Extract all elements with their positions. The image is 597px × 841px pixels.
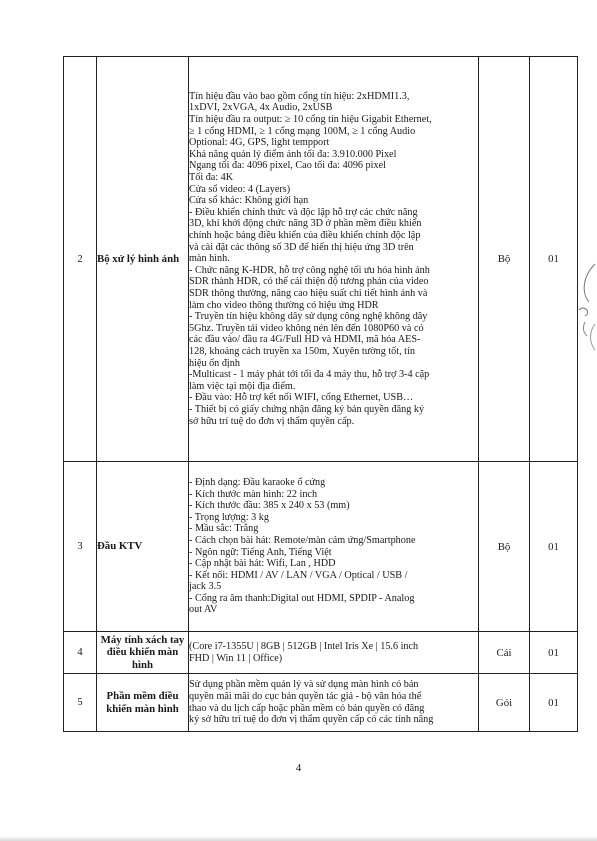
spec-line: - Trọng lượng: 3 kg	[189, 511, 269, 523]
spec-line: - Thiết bị có giấy chứng nhận đăng ký bản quyền đăng ký	[189, 403, 425, 415]
item-quantity: 01	[530, 462, 578, 632]
spec-line: - Định dạng: Đầu karaoke ổ cứng	[189, 476, 326, 488]
spec-line: 3D, khi khởi động chức năng 3D ở phần mềm điều khiển	[189, 218, 422, 230]
item-unit: Bộ	[479, 462, 530, 632]
stamp-edge-mark	[575, 262, 597, 352]
spec-line: Optional: 4G, GPS, light tempport	[189, 137, 330, 149]
item-quantity: 01	[530, 674, 578, 732]
spec-line: quyền mãi mãi do cục bản quyền tác giả - bộ văn hóa thể	[189, 690, 422, 702]
spec-line: làm cho video thông thường có hiệu ứng HDR	[189, 299, 379, 311]
item-unit: Cái	[479, 632, 530, 674]
item-name: Bộ xử lý hình ảnh	[97, 57, 189, 462]
spec-line: các đầu vào/ đầu ra 4G/Full HD và HDMI, mã hóa AES-	[189, 334, 421, 346]
item-unit: Gói	[479, 674, 530, 732]
spec-line: jack 3.5	[189, 581, 222, 593]
spec-line: - Truyền tín hiệu không dây sử dụng công nghệ không dây	[189, 311, 428, 323]
spec-line: - Điều khiển chính thức và độc lập hỗ trợ các chức năng	[189, 206, 418, 218]
spec-line: thao và du lịch cấp hoặc phần mềm có bản quyền có đăng	[189, 702, 425, 714]
spec-line: chính hoặc bảng điều khiển của điều khiển chính độc lập	[189, 230, 421, 242]
item-name: Đầu KTV	[97, 462, 189, 632]
item-specification	[189, 57, 479, 462]
spec-line: SDR thông thường, nâng cao hiệu suất chi tiết hình ảnh và	[189, 287, 428, 299]
spec-line: FHD | Win 11 | Office)	[189, 652, 283, 664]
table-row	[64, 674, 578, 732]
spec-line: Cửa sổ video: 4 (Layers)	[189, 183, 291, 195]
spec-line: 1xDVI, 2xVGA, 4x Audio, 2xUSB	[189, 102, 333, 114]
item-unit: Bộ	[479, 57, 530, 462]
spec-line: sở hữu trí tuệ do đơn vị thẩm quyền cấp.	[189, 415, 355, 427]
spec-line: (Core i7-1355U | 8GB | 512GB | Intel Iris Xe | 15.6 inch	[189, 640, 419, 652]
spec-line: - Ngôn ngữ: Tiếng Anh, Tiếng Việt	[189, 546, 332, 558]
spec-line: out AV	[189, 604, 218, 616]
spec-line: hiệu ổn định	[189, 357, 240, 369]
spec-line: Ngang tối đa: 4096 pixel, Cao tối đa: 4096 pixel	[189, 160, 386, 172]
table-row	[64, 57, 578, 462]
spec-line: - Kích thước màn hình: 22 inch	[189, 488, 318, 500]
spec-line: - Kết nối: HDMI / AV / LAN / VGA / Optical / USB /	[189, 569, 408, 581]
spec-line: Tối đa: 4K	[189, 172, 234, 184]
spec-line: - Đầu vào: Hỗ trợ kết nối WIFI, cổng Ethernet, USB…	[189, 392, 414, 404]
item-name: Máy tính xách tay điều khiển màn hình	[97, 632, 189, 674]
item-name: Phần mềm điều khiển màn hình	[97, 674, 189, 732]
equipment-spec-table	[63, 56, 578, 732]
spec-line: màn hình.	[189, 253, 230, 265]
spec-line: - Kích thước đầu: 385 x 240 x 53 (mm)	[189, 500, 350, 512]
item-specification	[189, 462, 479, 632]
spec-line: Tín hiệu đầu vào bao gồm cổng tín hiệu: 2xHDMI1.3,	[189, 90, 410, 102]
table-row	[64, 632, 578, 674]
spec-line: Sử dụng phần mềm quản lý và sử dụng màn hình có bản	[189, 679, 419, 691]
spec-line: - Chức năng K-HDR, hỗ trợ công nghệ tối ưu hóa hình ảnh	[189, 264, 430, 276]
row-number: 4	[64, 632, 97, 674]
item-specification	[189, 674, 479, 732]
page-number: 4	[295, 762, 302, 774]
row-number: 5	[64, 674, 97, 732]
spec-line: ≥ 1 cổng HDMI, ≥ 1 cổng mạng 100M, ≥ 1 cổng Audio	[189, 125, 416, 137]
row-number: 3	[64, 462, 97, 632]
spec-line: - Cổng ra âm thanh:Digital out HDMI, SPDIP - Analog	[189, 592, 415, 604]
spec-line: - Cập nhật bài hát: Wifi, Lan , HDD	[189, 558, 336, 570]
spec-line: - Mầu sắc: Trắng	[189, 523, 259, 535]
item-specification	[189, 632, 479, 674]
item-quantity: 01	[530, 57, 578, 462]
spec-line: SDR thành HDR, có thể cải thiện độ tương phản của video	[189, 276, 429, 288]
spec-line: và cài đặt các thông số 3D để hiển thị hiệu ứng 3D trên	[189, 241, 414, 253]
spec-line: làm việc tại mội địa điểm.	[189, 380, 296, 392]
table-row	[64, 462, 578, 632]
spec-line: 5Ghz. Truyền tải video không nén lên đến 1080P60 và có	[189, 322, 424, 334]
spec-line: Tín hiệu đầu ra output: ≥ 10 cổng tín hiệu Gigabit Ethernet,	[189, 114, 432, 126]
spec-line: Cửa sổ khác: Không giới hạn	[189, 195, 309, 207]
row-number: 2	[64, 57, 97, 462]
item-quantity: 01	[530, 632, 578, 674]
scan-bottom-edge	[0, 836, 597, 841]
spec-line: Khả năng quản lý điểm ảnh tối đa: 3.910.000 Pixel	[189, 148, 397, 160]
spec-line: - Cách chọn bài hát: Remote/màn cảm ứng/Smartphone	[189, 534, 416, 546]
spec-line: 128, khoảng cách truyền xa 150m, Xuyên tường tốt, tín	[189, 345, 415, 357]
spec-line: ký sở hữu trí tuệ do đơn vị thẩm quyền cấp có các tính năng	[189, 714, 434, 726]
spec-line: -Multicast - 1 máy phát tới tối đa 4 máy thu, hỗ trợ 3-4 cặp	[189, 369, 430, 381]
